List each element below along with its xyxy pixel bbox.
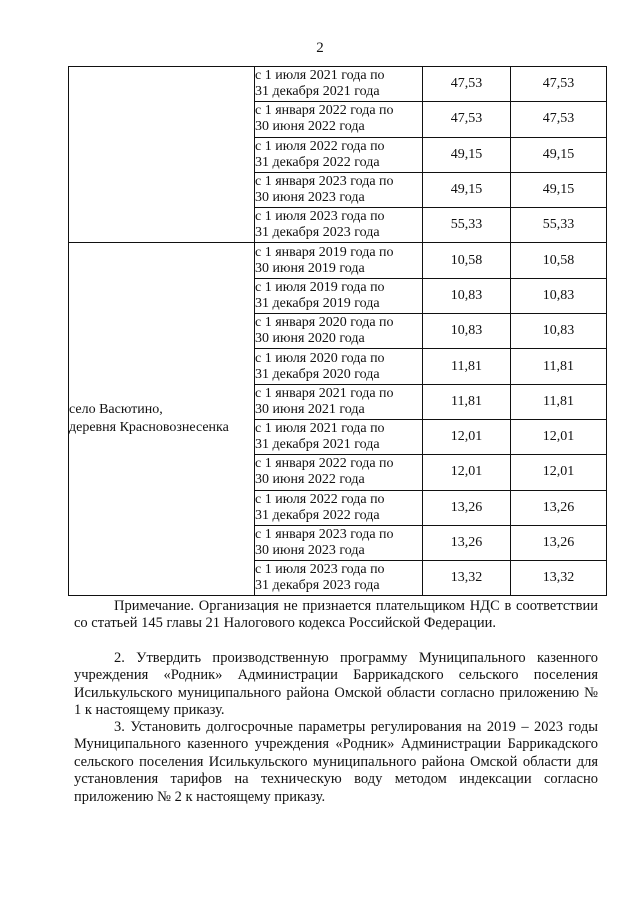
period-line: 30 июня 2019 года (255, 260, 365, 276)
tariff-value-2-cell: 13,26 (511, 525, 607, 560)
period-cell (255, 525, 423, 560)
tariff-value-1-cell: 11,81 (423, 349, 511, 384)
period-cell (255, 278, 423, 313)
period-line: с 1 июля 2019 года по (255, 279, 385, 295)
tariff-value-1-cell: 12,01 (423, 419, 511, 454)
period-line: с 1 июля 2022 года по (255, 491, 385, 507)
period-line: 31 декабря 2020 года (255, 366, 380, 382)
tariff-value-2-cell: 47,53 (511, 102, 607, 137)
tariff-value-2-cell: 49,15 (511, 137, 607, 172)
period-line: 31 декабря 2022 года (255, 154, 380, 170)
period-line: 30 июня 2022 года (255, 472, 365, 488)
tariff-value-2-cell: 49,15 (511, 172, 607, 207)
period-line: с 1 июля 2022 года по (255, 138, 385, 154)
locality-cell (69, 67, 255, 243)
page-number: 2 (316, 40, 324, 56)
table-row (69, 67, 607, 102)
tariff-value-2-cell: 13,32 (511, 561, 607, 596)
tariff-value-1-cell: 12,01 (423, 455, 511, 490)
tariff-value-2-cell: 10,83 (511, 278, 607, 313)
period-cell (255, 172, 423, 207)
tariff-value-1-cell: 11,81 (423, 384, 511, 419)
period-line: 31 декабря 2023 года (255, 578, 380, 594)
period-cell (255, 137, 423, 172)
item-2-block (74, 650, 598, 720)
period-line: с 1 января 2023 года по (255, 527, 394, 542)
period-cell (255, 419, 423, 454)
table-row (69, 243, 607, 278)
note-block (74, 598, 598, 633)
note-text: Примечание. Организация не признается плательщиком НДС в соответствии со статьей 145 главы 21 Налогового кодекса Российской Федерации. (74, 598, 598, 632)
period-line: с 1 января 2021 года по (255, 385, 394, 401)
period-cell (255, 67, 423, 102)
period-cell (255, 349, 423, 384)
period-cell (255, 490, 423, 525)
tariff-value-2-cell: 11,81 (511, 349, 607, 384)
period-line: 31 декабря 2022 года (255, 507, 380, 523)
tariff-value-2-cell: 13,26 (511, 490, 607, 525)
tariff-value-2-cell: 10,83 (511, 314, 607, 349)
item-2-text: 2. Утвердить производственную программу Муниципального казенного учреждения «Родник» Администрации Баррикадского сельского поселения Исилькульского муниципального района Омской области согласно приложению № 1 к настоящему приказу. (74, 650, 598, 719)
tariff-value-2-cell: 10,58 (511, 243, 607, 278)
tariff-value-1-cell: 10,83 (423, 278, 511, 313)
tariff-table (68, 66, 607, 596)
tariff-value-1-cell: 47,53 (423, 67, 511, 102)
period-line: 31 декабря 2023 года (255, 225, 380, 241)
period-cell (255, 455, 423, 490)
tariff-value-2-cell: 55,33 (511, 208, 607, 243)
locality-line: деревня Красновознесенка (69, 420, 229, 436)
locality-cell (69, 243, 255, 596)
period-line: 31 декабря 2021 года (255, 84, 380, 100)
period-line: с 1 июля 2023 года по (255, 209, 385, 225)
tariff-value-1-cell: 49,15 (423, 137, 511, 172)
tariff-value-1-cell: 13,26 (423, 525, 511, 560)
tariff-value-1-cell: 47,53 (423, 102, 511, 137)
period-line: с 1 июля 2023 года по (255, 562, 385, 578)
period-line: с 1 января 2020 года по (255, 315, 394, 331)
locality-line: село Васютино, (69, 402, 163, 418)
item-3-block (74, 719, 598, 806)
period-cell (255, 561, 423, 596)
period-line: с 1 января 2022 года по (255, 103, 394, 119)
period-line: с 1 июля 2021 года по (255, 421, 385, 437)
tariff-value-2-cell: 11,81 (511, 384, 607, 419)
tariff-value-2-cell: 12,01 (511, 455, 607, 490)
period-cell (255, 102, 423, 137)
tariff-value-1-cell: 55,33 (423, 208, 511, 243)
tariff-value-1-cell: 49,15 (423, 172, 511, 207)
period-cell (255, 243, 423, 278)
period-line: с 1 января 2022 года по (255, 456, 394, 472)
period-line: 31 декабря 2019 года (255, 295, 380, 311)
period-cell (255, 314, 423, 349)
period-line: 30 июня 2022 года (255, 119, 365, 135)
period-line: 30 июня 2023 года (255, 543, 365, 558)
period-line: с 1 июля 2021 года по (255, 68, 385, 84)
item-3-text: 3. Установить долгосрочные параметры регулирования на 2019 – 2023 годы Муниципального казенного учреждения «Родник» Администрации Баррикадского сельского поселения Исилькульского муниципального района Омской области для установления тарифов на техническую воду методом индексации согласно приложению № 2 к настоящему приказу. (74, 719, 598, 805)
tariff-value-1-cell: 13,26 (423, 490, 511, 525)
tariff-value-1-cell: 10,58 (423, 243, 511, 278)
period-line: с 1 июля 2020 года по (255, 350, 385, 366)
period-line: с 1 января 2023 года по (255, 174, 394, 190)
tariff-value-2-cell: 12,01 (511, 419, 607, 454)
period-cell (255, 208, 423, 243)
period-cell (255, 384, 423, 419)
period-line: 31 декабря 2021 года (255, 437, 380, 453)
period-line: 30 июня 2023 года (255, 190, 365, 206)
tariff-value-1-cell: 10,83 (423, 314, 511, 349)
period-line: 30 июня 2021 года (255, 401, 365, 417)
period-line: с 1 января 2019 года по (255, 244, 394, 260)
tariff-value-2-cell: 47,53 (511, 67, 607, 102)
tariff-value-1-cell: 13,32 (423, 561, 511, 596)
period-line: 30 июня 2020 года (255, 331, 365, 347)
